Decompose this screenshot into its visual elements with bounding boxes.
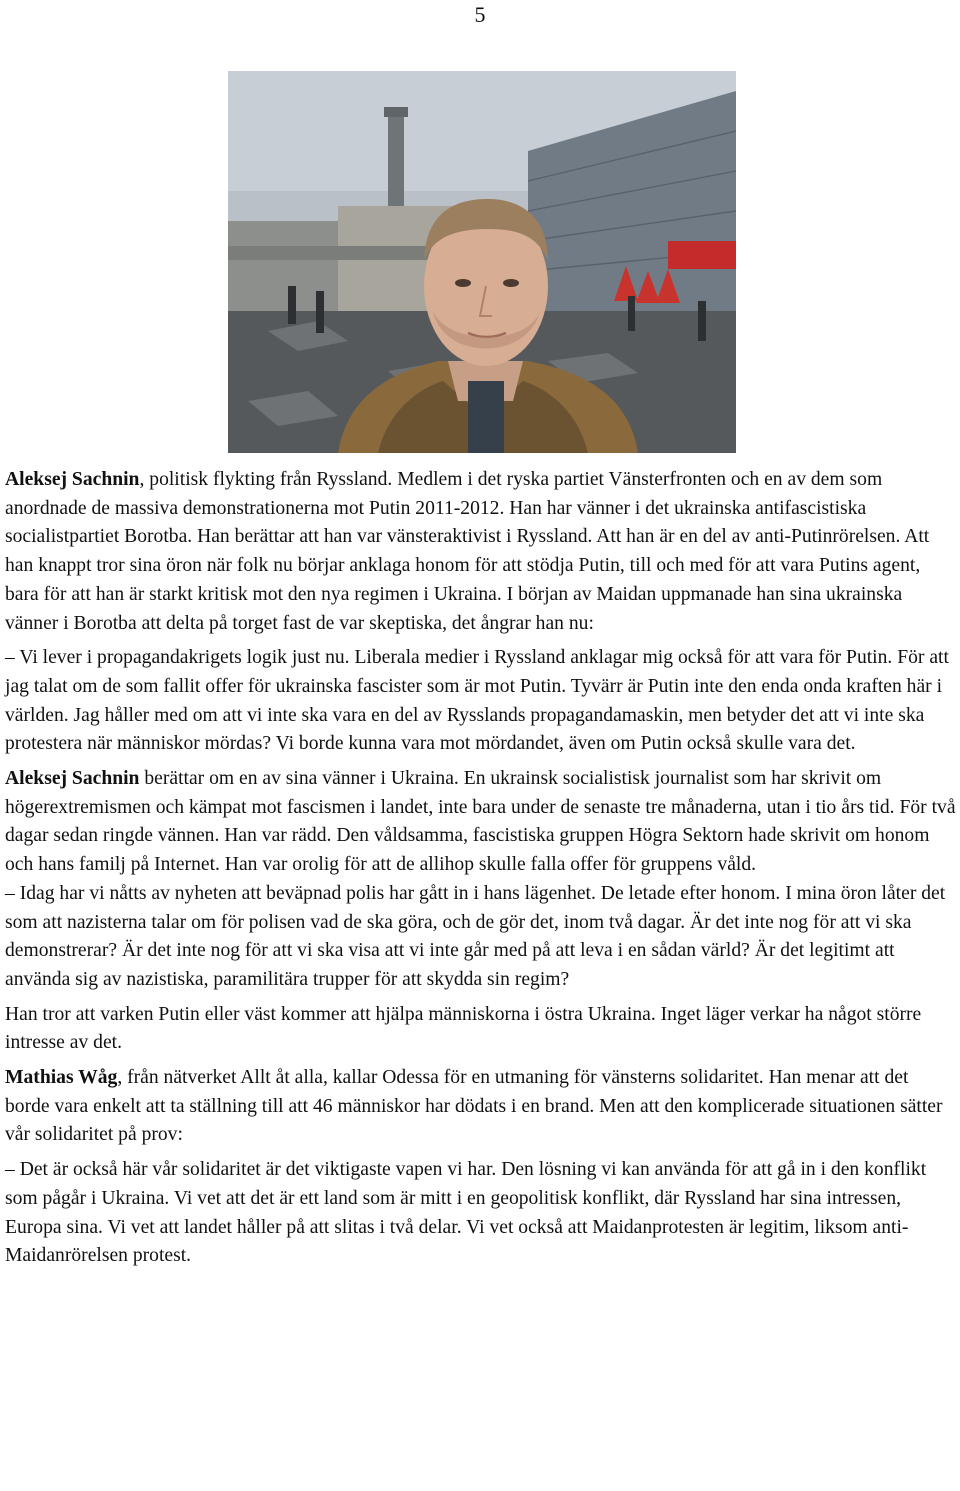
- paragraph-sachnin-quote-2: [5, 880, 957, 995]
- person-name: Mathias Wåg: [5, 1067, 118, 1089]
- paragraph-wag-intro: [5, 1064, 957, 1150]
- paragraph-text: – Vi lever i propagandakrigets logik just nu. Liberala medier i Ryssland anklagar mig också för att vara för Putin. För att jag talat om de som fallit offer för ukrainska fascister som är mot Putin. Tyvärr är Putin inte den enda onda kraften här i världen. Jag håller med om att vi inte ska vara en del av Rysslands propagandamaskin, men betyder det att vi inte ska protestera när människor mördas? Vi borde kunna vara mot mördandet, även om Putin också skulle vara det.: [5, 647, 949, 755]
- paragraph-sachnin-friend: [5, 765, 957, 880]
- paragraph-text: – Det är också här vår solidaritet är det viktigaste vapen vi har. Den lösning vi kan använda för att gå in i den konflikt som pågår i Ukraina. Vi vet att det är ett land som är mitt i en geopolitisk konflikt, där Ryssland har sina intressen, Europa sina. Vi vet att landet håller på att slitas i två delar. Vi vet också att Maidanprotesten är legitim, liksom anti-Maidanrörelsen protest.: [5, 1159, 927, 1267]
- page-number: 5: [474, 2, 486, 27]
- person-name: Aleksej Sachnin: [5, 469, 140, 490]
- paragraph-wag-quote: [5, 1156, 957, 1271]
- paragraph-ukraine-east: [5, 1001, 957, 1058]
- paragraph-text: , politisk flykting från Ryssland. Medlem i det ryska partiet Vänsterfronten och en av dem som anordnade de massiva demonstrationerna mot Putin 2011-2012. Han har vänner i det ukrainska antifascistiska socialistpartiet Borotba. Han berättar att han var vänsteraktivist i Ryssland. Att han är en del av anti-Putinrörelsen. Att han knappt tror sina öron när folk nu börjar anklaga honom för att stödja Putin, till och med för att vara Putins agent, bara för att han är starkt kritisk mot den nya regimen i Ukraina. I början av Maidan uppmanade han sina ukrainska vänner i Borotba att delta på torget fast de var skeptiska, det ångrar han nu:: [5, 469, 930, 634]
- paragraph-text: – Idag har vi nåtts av nyheten att beväpnad polis har gått in i hans lägenhet. De letade efter honom. I mina öron låter det som att nazisterna talar om för polisen vad de ska göra, och de gör det, inom två dagar. Är det inte nog för att vi ska demonstrerar? Är det inte nog för att vi ska visa att vi inte går med på att leva i en sådan värld? Är det legitimt att använda sig av nazistiska, paramilitära trupper för att skydda sin regim?: [5, 882, 946, 990]
- paragraph-text: Han tror att varken Putin eller väst kommer att hjälpa människorna i östra Ukraina. Inget läger verkar ha något större intresse av det.: [5, 1003, 922, 1054]
- person-name: Aleksej Sachnin: [5, 768, 140, 790]
- paragraph-text: berättar om en av sina vänner i Ukraina. En ukrainsk socialistisk journalist som har skrivit om högerextremismen och kämpat mot fascismen i landet, inte bara under de senaste tre månaderna, utan i tio års tid. För två dagar sedan ringde vännen. Han var rädd. Den våldsamma, fascistiska gruppen Högra Sektorn hade skrivit om honom och hans familj på Internet. Han var orolig för att de allihop skulle falla offer för gruppens våld.: [5, 768, 956, 876]
- paragraph-sachnin-intro: [5, 466, 957, 638]
- article-body: [5, 466, 957, 1277]
- paragraph-sachnin-quote-1: [5, 644, 957, 759]
- portrait-photo: [228, 71, 736, 453]
- paragraph-text: , från nätverket Allt åt alla, kallar Odessa för en utmaning för vänsterns solidaritet. Han menar att det borde vara enkelt att ta ställning till att 46 människor har dödats i en brand. Men att den komplicerade situationen sätter vår solidaritet på prov:: [5, 1067, 943, 1146]
